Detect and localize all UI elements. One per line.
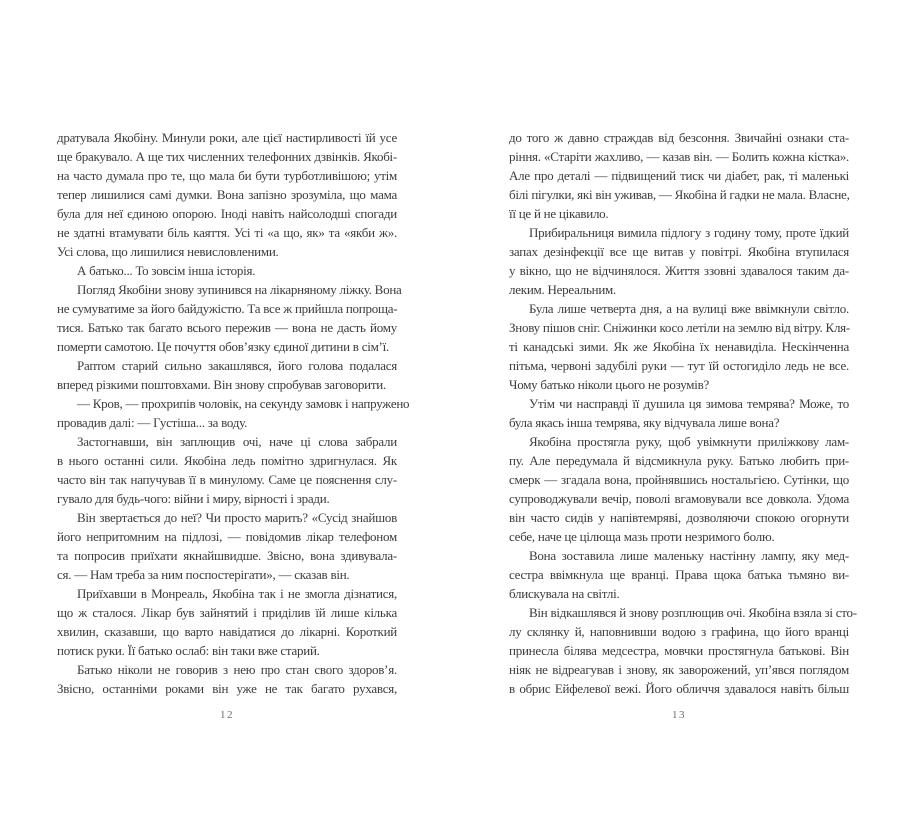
text-line: вперед різкими поштовхами. Він знову спробував заговорити.: [57, 377, 386, 392]
text-line: на часто думала про те, що мала би бути турботливішою; утім: [57, 168, 397, 183]
text-line: Утім чи насправді її душила ця зимова темрява? Може, то: [529, 396, 849, 411]
text-line: у вікно, що не відчинялося. Життя ззовні здавалося таким да-: [509, 263, 849, 278]
text-line: та попросив приїхати якнайшвидше. Звісно, вона здивувала-: [57, 548, 397, 563]
text-line: ще бракувало. А ще тих численних телефонних дзвінків. Якобі-: [57, 149, 397, 164]
text-line: білі пігулки, які він уживав, — Якобіна й гадки не мала. Власне,: [509, 187, 850, 202]
text-line: в обрис Ейфелевої вежі. Його обличчя здавалося навіть більш: [509, 681, 849, 696]
text-line: супроводжували вечір, поволі вгамовували все довкола. Удома: [509, 491, 849, 506]
text-line: блискувала на світлі.: [509, 586, 620, 601]
text-line: леким. Нереальним.: [509, 282, 617, 297]
text-line: Батько ніколи не говорив з нею про стан свого здоров’я.: [77, 662, 397, 677]
text-line: себе, наче це цілюща мазь проти незримого болю.: [509, 529, 775, 544]
page-left-text-column: [57, 128, 410, 721]
text-line: запах дезінфекції все ще витав у повітрі. Якобіна втупилася: [509, 244, 849, 259]
text-line: Раптом старий сильно закашлявся, його голова подалася: [77, 358, 397, 373]
text-line: Прибиральниця вимила підлогу з годину тому, проте їдкий: [529, 225, 849, 240]
text-line: лу склянку й, наповнивши водою з графина, що його вранці: [509, 624, 849, 639]
text-line: Він відкашлявся й знову розплющив очі. Якобіна взяла зі сто-: [529, 605, 857, 620]
text-line: Була лише четверта дня, а на вулиці вже ввімкнули світло.: [529, 301, 849, 316]
text-line: хвилин, сказавши, що варто навідатися до лікарні. Короткий: [57, 624, 397, 639]
text-line: померти самотою. Це почуття обов’язку єдиної дитини в сім’ї.: [57, 339, 389, 354]
text-line: гувало для будь-чого: війни і миру, вірності і зради.: [57, 491, 330, 506]
text-line: до того ж давно страждав від безсоння. Звичайні ознаки ста-: [509, 130, 849, 145]
text-line: Застогнавши, він заплющив очі, наче ці слова забрали: [77, 434, 397, 449]
text-line: Приїхавши в Монреаль, Якобіна так і не змогла дізнатися,: [77, 586, 397, 601]
text-line: тися. Батько так багато всього пережив — вона не дасть йому: [57, 320, 397, 335]
text-line: пітьма, червоні задубілі руки — тут їй остогиділо ледь не все.: [509, 358, 849, 373]
text-line: не сумуватиме за його байдужістю. Та все ж прийшла попроща-: [57, 301, 398, 316]
text-line: дратувала Якобіну. Минули роки, але цієї настирливості їй усе: [57, 130, 397, 145]
text-line: ніяк не відреагував і знову, як заворожений, уп’явся поглядом: [509, 662, 849, 677]
text-line: ті канадські зими. Як же Якобіна їх ненавиділа. Нескінченна: [509, 339, 849, 354]
text-line: не здатні втамувати біль каяття. Усі ті «а що, як» та «якби ж».: [57, 225, 397, 240]
text-line: смерк — згадала вона, пройнявшись ностальгією. Сутінки, що: [509, 472, 849, 487]
text-line: він часто сидів у напівтемряві, дозволяючи спокою огорнути: [509, 510, 849, 525]
text-line: була якась інша темрява, яку відчувала лише вона?: [509, 415, 780, 430]
text-line: потиск руки. Її батько ослаб: він таки вже старий.: [57, 643, 320, 658]
text-line: Вона зоставила лише маленьку настінну лампу, яку мед-: [529, 548, 849, 563]
text-line: Звісно, останніми роками він уже не так багато рухався,: [57, 681, 397, 696]
text-line: Чому батько ніколи цього не розумів?: [509, 377, 710, 392]
text-line: в нього останні сили. Якобіна ледь помітно здригнулася. Як: [57, 453, 397, 468]
text-line: Усі слова, що лишилися невисловленими.: [57, 244, 279, 259]
text-line: ся. — Нам треба за ним поспостерігати», — сказав він.: [57, 567, 350, 582]
text-line: його непритомним на підлозі, — повідомив лікар телефоном: [57, 529, 397, 544]
text-line: ріння. «Старіти жахливо, — казав він. — Болить кожна кістка».: [509, 149, 849, 164]
text-line: Він звертається до неї? Чи просто марить? «Сусід знайшов: [77, 510, 397, 525]
text-line: тепер лишилися самі думки. Вона запізно зрозуміла, що мама: [57, 187, 397, 202]
text-line: пу. Але передумала й відсмикнула руку. Батько любить при-: [509, 453, 849, 468]
text-line: що ж сталося. Лікар був зайнятий і приділив їй лише кілька: [57, 605, 397, 620]
text-line: Але про деталі — підвищений тиск чи діабет, рак, ті маленькі: [509, 168, 849, 183]
text-line: була для неї єдиною опорою. Іноді навіть найсолодші спогади: [57, 206, 397, 221]
page-right-text-column: [509, 128, 857, 721]
text-line: А батько... То зовсім інша історія.: [77, 263, 256, 278]
page-number: 13: [672, 709, 686, 721]
text-line: Погляд Якобіни знову зупинився на лікарняному ліжку. Вона: [77, 282, 402, 297]
text-line: часто він так напучував її в минулому. Саме це пояснення слу-: [57, 472, 397, 487]
text-line: сестра ввімкнула ще вранці. Права щока батька тьмяно ви-: [509, 567, 849, 582]
page-number: 12: [220, 709, 234, 721]
text-line: Якобіна простягла руку, щоб увімкнути приліжкову лам-: [529, 434, 849, 449]
text-line: принесла білява медсестра, мовчки простягнула батькові. Він: [509, 643, 849, 658]
text-line: — Кров, — прохрипів чоловік, на секунду замовк і напружено: [77, 396, 410, 411]
text-line: Знову пішов сніг. Сніжинки косо летіли на землю від вітру. Кля-: [509, 320, 850, 335]
text-line: її це й не цікавило.: [509, 206, 609, 221]
text-line: провадив далі: — Густіша... за воду.: [57, 415, 248, 430]
